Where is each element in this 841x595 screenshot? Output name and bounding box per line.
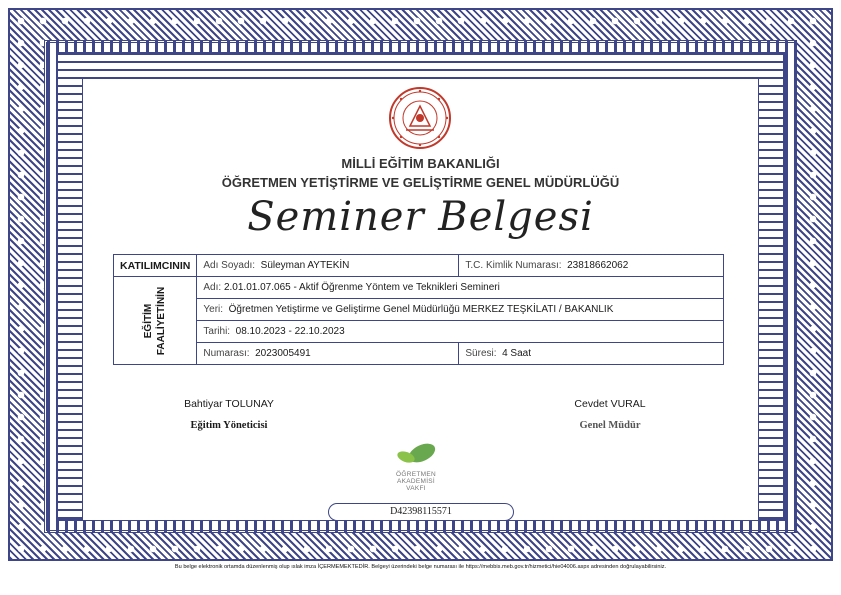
activity-duration-value: 4 Saat (502, 348, 531, 359)
logo-text-line3: VAKFI (406, 485, 426, 492)
verification-footer: Bu belge elektronik ortamda düzenlenmiş olup ıslak imza İÇERMEMEKTEDİR. Belgeyi üzerindeki belge numarası ile https://mebbis.meb.gov.tr/hizmetici/hie04006.aspx adresinden doğrulayabilirsiniz. (174, 564, 667, 570)
certificate-info-table (113, 254, 724, 365)
participant-id-cell (459, 255, 724, 277)
activity-section-label-line2: FAALİYETİNİN (156, 286, 168, 355)
activity-section-label (142, 286, 168, 354)
participant-id-label: T.C. Kimlik Numarası: (465, 260, 562, 271)
directorate-name: ÖĞRETMEN YETİŞTİRME VE GELİŞTİRME GENEL MÜDÜRLÜĞÜ (221, 175, 620, 190)
activity-place-row (114, 299, 724, 321)
activity-date-cell (197, 321, 724, 343)
activity-name-value: 2.01.01.07.065 - Aktif Öğrenme Yöntem ve Teknikleri Semineri (223, 282, 500, 293)
participant-section-label: KATILIMCININ (114, 255, 197, 277)
activity-name-label: Adı: (203, 282, 222, 293)
right-signer-name: Cevdet VURAL (574, 398, 646, 410)
right-signature-block (530, 398, 690, 431)
activity-place-cell (197, 299, 724, 321)
participant-id-value: 23818662062 (567, 260, 629, 271)
left-signature-block (149, 398, 309, 431)
activity-date-value: 08.10.2023 - 22.10.2023 (235, 326, 345, 337)
activity-number-value: 2023005491 (255, 348, 311, 359)
participant-name-cell (197, 255, 459, 277)
activity-place-value: Öğretmen Yetiştirme ve Geliştirme Genel Müdürlüğü MERKEZ TEŞKİLATI / BAKANLIK (228, 304, 614, 315)
left-signer-role: Eğitim Yöneticisi (190, 420, 268, 431)
participant-name-value: Süleyman AYTEKİN (260, 260, 350, 271)
left-signer-name: Bahtiyar TOLUNAY (184, 398, 274, 410)
activity-name-cell (197, 277, 724, 299)
document-title: Seminer Belgesi (247, 194, 594, 240)
right-signer-role: Genel Müdür (579, 420, 641, 431)
document-id-badge: D42398115571 (328, 503, 514, 521)
activity-date-row (114, 321, 724, 343)
activity-duration-label: Süresi: (465, 348, 497, 359)
activity-duration-cell (459, 343, 724, 365)
activity-section-label-cell (114, 277, 197, 365)
activity-name-row (114, 277, 724, 299)
participant-name-label: Adı Soyadı: (203, 260, 256, 271)
logo-text-line1: ÖĞRETMEN (396, 471, 436, 478)
activity-number-row (114, 343, 724, 365)
activity-number-label: Numarası: (203, 348, 250, 359)
activity-date-label: Tarihi: (203, 326, 231, 337)
leaf-logo-icon (394, 442, 438, 466)
activity-place-label: Yeri: (203, 304, 224, 315)
activity-section-label-line1: EĞİTİM (143, 303, 155, 338)
participant-row (114, 255, 724, 277)
ministry-name: MİLLİ EĞİTİM BAKANLIĞI (341, 156, 500, 171)
logo-text-line2: AKADEMİSİ (396, 478, 436, 485)
teacher-academy-logo (380, 442, 452, 492)
activity-number-cell (197, 343, 459, 365)
ministry-seal-icon (388, 86, 452, 150)
